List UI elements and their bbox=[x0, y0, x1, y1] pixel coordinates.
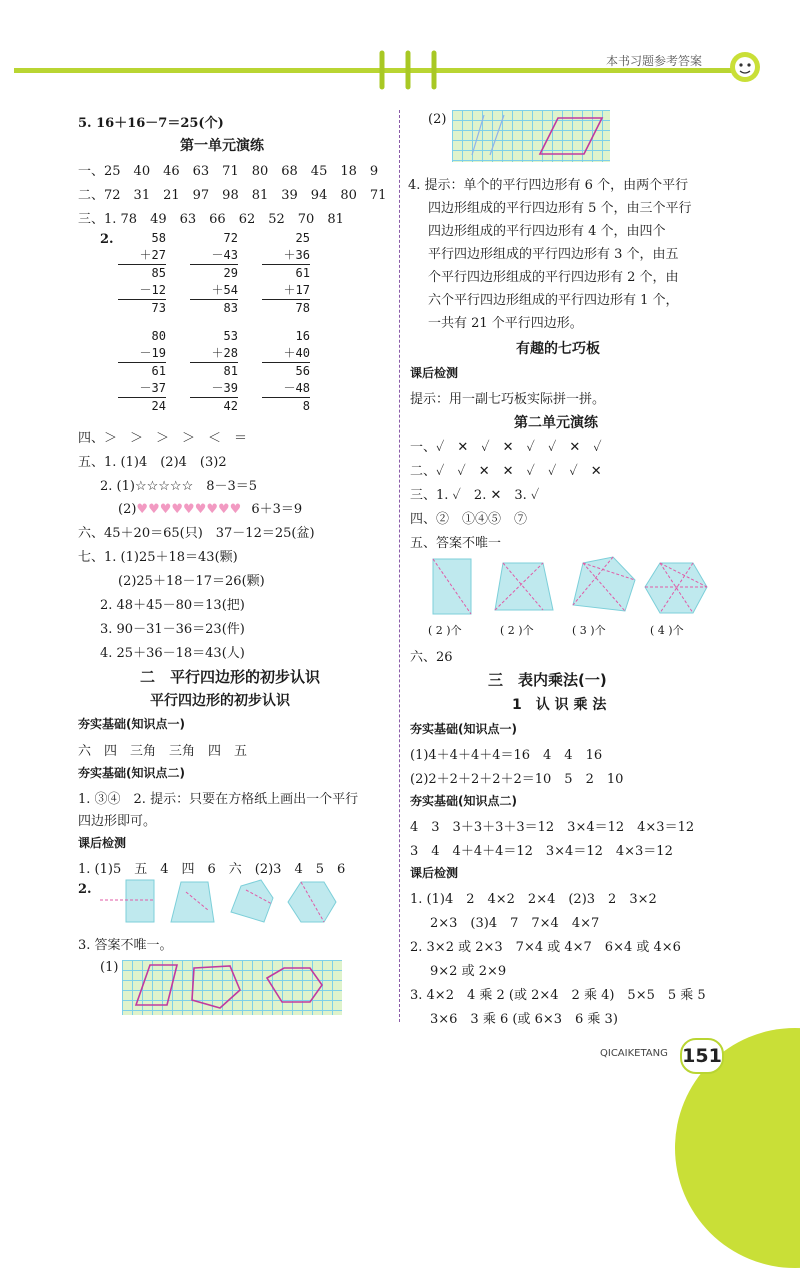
u2-shapes bbox=[425, 555, 725, 620]
unit1-title: 第一单元演练 bbox=[180, 138, 264, 154]
column-divider bbox=[399, 110, 400, 1022]
u1-part5-q1: 五、1. (1)4 (2)4 (3)2 bbox=[78, 455, 227, 470]
qiqiao-title: 有趣的七巧板 bbox=[516, 341, 600, 357]
l-kehou-q3-1: (1) bbox=[100, 960, 119, 975]
l-kehou-q2-label: 2. bbox=[78, 882, 92, 897]
calc-line: 81 bbox=[223, 364, 238, 378]
calc-line: －48 bbox=[262, 380, 310, 398]
u1-part7-q3: 3. 90－31－36＝23(件) bbox=[100, 622, 245, 637]
r-k2-b: 9×2 或 2×9 bbox=[430, 964, 507, 979]
l-hangshi1-answer: 六 四 三角 三角 四 五 bbox=[78, 744, 248, 759]
vertical-calc-2 bbox=[190, 230, 238, 317]
u1-part7-q1b: (2)25＋18－17＝26(颗) bbox=[118, 574, 265, 589]
r-q4-line3: 四边形组成的平行四边形有 4 个，由四个 bbox=[428, 224, 666, 239]
r-q4-line5: 个平行四边形组成的平行四边形有 2 个，由 bbox=[428, 270, 679, 285]
unit2-subtitle: 平行四边形的初步认识 bbox=[150, 693, 290, 709]
r-q4-line6: 六个平行四边形组成的平行四边形有 1 个， bbox=[428, 293, 679, 308]
calc-line: 61 bbox=[295, 266, 310, 280]
u1-part5-q2b bbox=[118, 498, 302, 517]
footer-brand: QICAIKETANG bbox=[600, 1048, 668, 1059]
calc-line: －19 bbox=[118, 345, 166, 363]
u1-part5-q2a: 2. (1)☆☆☆☆☆ 8－3＝5 bbox=[100, 479, 258, 494]
r-k1-b: 2×3 (3)4 7 7×4 4×7 bbox=[430, 916, 600, 931]
calc-line: －39 bbox=[190, 380, 238, 398]
r-k3-a: 3. 4×2 4 乘 2 (或 2×4 2 乘 4) 5×5 5 乘 5 bbox=[410, 988, 706, 1003]
l-kehou-q3: 3. 答案不唯一。 bbox=[78, 938, 173, 953]
l-hangshi2-answer2: 四边形即可。 bbox=[78, 814, 157, 829]
calc-line: ＋27 bbox=[118, 247, 166, 265]
calc-line: 8 bbox=[302, 399, 310, 413]
r-h1-a: (1)4＋4＋4＋4＝16 4 4 16 bbox=[410, 748, 603, 763]
l-hangshi2: 夯实基础(知识点二) bbox=[78, 766, 185, 780]
l-answer-5: 5. 16＋16－7＝25(个) bbox=[78, 116, 224, 131]
grid-drawing-1 bbox=[122, 960, 342, 1015]
qiqiao-tip: 提示：用一副七巧板实际拼一拼。 bbox=[410, 392, 606, 407]
calc-line: 83 bbox=[223, 301, 238, 315]
r-k3-b: 3×6 3 乘 6 (或 6×3 6 乘 3) bbox=[430, 1012, 618, 1027]
r-grid-label: (2) bbox=[428, 112, 447, 127]
binder-rings-icon bbox=[370, 50, 440, 90]
kehou-q2-shapes bbox=[96, 878, 356, 928]
u1-part7-q1a: 七、1. (1)25＋18＝43(颗) bbox=[78, 550, 238, 565]
u1-part2: 二、72 31 21 97 98 81 39 94 80 71 bbox=[78, 188, 387, 203]
u2-part5: 五、答案不唯一 bbox=[410, 536, 502, 551]
calc-line: ＋17 bbox=[262, 282, 310, 300]
calc-line: 56 bbox=[295, 364, 310, 378]
shape-trapezoid bbox=[171, 882, 214, 922]
calc-line: 80 bbox=[151, 329, 166, 343]
vertical-calc-4 bbox=[118, 328, 166, 415]
u1-part3-q2-label: 2. bbox=[100, 232, 114, 247]
u1-part3: 三、1. 78 49 63 66 62 52 70 81 bbox=[78, 212, 344, 227]
calc-line: 78 bbox=[295, 301, 310, 315]
shape-count-4: ( 4 )个 bbox=[650, 624, 684, 637]
shape-count-1: ( 2 )个 bbox=[428, 624, 462, 637]
calc-line: 85 bbox=[151, 266, 166, 280]
l-kehou-q1: 1. (1)5 五 4 四 6 六 (2)3 4 5 6 bbox=[78, 862, 346, 877]
vertical-calc-5 bbox=[190, 328, 238, 415]
shape-rectangle bbox=[126, 880, 154, 922]
r-hangshi2: 夯实基础(知识点二) bbox=[410, 794, 517, 808]
r-h2-b: 3 4 4＋4＋4＝12 3×4＝12 4×3＝12 bbox=[410, 844, 673, 859]
u2-part4: 四、② ①④⑤ ⑦ bbox=[410, 512, 528, 527]
calc-line: ＋40 bbox=[262, 345, 310, 363]
vertical-calc-6 bbox=[262, 328, 310, 415]
u1-part7-q2: 2. 48＋45－80＝13(把) bbox=[100, 598, 245, 613]
calc-line: 16 bbox=[295, 329, 310, 343]
l-kehou: 课后检测 bbox=[78, 836, 127, 850]
calc-line: 61 bbox=[151, 364, 166, 378]
r-kehou: 课后检测 bbox=[410, 366, 459, 380]
unit3-title: 三 表内乘法(一) bbox=[488, 671, 607, 689]
unit2-title: 二 平行四边形的初步认识 bbox=[140, 668, 321, 686]
mascot-logo-icon bbox=[728, 50, 762, 84]
unit3-subtitle: 1 认 识 乘 法 bbox=[512, 697, 607, 713]
u1-part6: 六、45＋20＝65(只) 37－12＝25(盆) bbox=[78, 526, 315, 541]
header-title: 本书习题参考答案 bbox=[606, 54, 703, 68]
calc-line: 58 bbox=[151, 231, 166, 245]
calc-line: －12 bbox=[118, 282, 166, 300]
calc-line: 72 bbox=[223, 231, 238, 245]
u1-part4: 四、＞ ＞ ＞ ＞ ＜ ＝ bbox=[78, 431, 248, 446]
l-hangshi1: 夯实基础(知识点一) bbox=[78, 717, 185, 731]
vertical-calc-1 bbox=[118, 230, 166, 317]
shape-count-3: ( 3 )个 bbox=[572, 624, 606, 637]
u1-part5-q2b-eq: 6＋3＝9 bbox=[251, 502, 303, 517]
calc-line: 53 bbox=[223, 329, 238, 343]
calc-line: 42 bbox=[223, 399, 238, 413]
heart-row-icon: ♥♥♥♥♥♥♥♥♥ bbox=[136, 502, 242, 517]
r-k1-a: 1. (1)4 2 4×2 2×4 (2)3 2 3×2 bbox=[410, 892, 657, 907]
u2-part1: 一、✓ ✕ ✓ ✕ ✓ ✓ ✕ ✓ bbox=[410, 440, 602, 455]
calc-line: 24 bbox=[151, 399, 166, 413]
u2-part6: 六、26 bbox=[410, 650, 453, 665]
calc-line: －43 bbox=[190, 247, 238, 265]
u1-part5-q2b-label: (2) bbox=[118, 502, 137, 517]
r-h2-a: 4 3 3＋3＋3＋3＝12 3×4＝12 4×3＝12 bbox=[410, 820, 695, 835]
page-number: 151 bbox=[680, 1038, 724, 1074]
u1-part7-q4: 4. 25＋36－18＝43(人) bbox=[100, 646, 245, 661]
r-q4-line7: 一共有 21 个平行四边形。 bbox=[428, 316, 583, 331]
calc-line: ＋54 bbox=[190, 282, 238, 300]
r-h1-b: (2)2＋2＋2＋2＋2＝10 5 2 10 bbox=[410, 772, 624, 787]
r-q4-line2: 四边形组成的平行四边形有 5 个，由三个平行 bbox=[428, 201, 692, 216]
grid-drawing-2 bbox=[452, 110, 610, 162]
shape-pentagon bbox=[231, 880, 273, 922]
r-kehou2: 课后检测 bbox=[410, 866, 459, 880]
u2-part2: 二、✓ ✓ ✕ ✕ ✓ ✓ ✓ ✕ bbox=[410, 464, 602, 479]
calc-line: 25 bbox=[295, 231, 310, 245]
vertical-calc-3 bbox=[262, 230, 310, 317]
u2-part3: 三、1. ✓ 2. ✕ 3. ✓ bbox=[410, 488, 540, 503]
calc-line: －37 bbox=[118, 380, 166, 398]
u1-part1: 一、25 40 46 63 71 80 68 45 18 9 bbox=[78, 164, 379, 179]
calc-line: ＋28 bbox=[190, 345, 238, 363]
r-q4-line1: 4. 提示：单个的平行四边形有 6 个，由两个平行 bbox=[408, 178, 689, 193]
r-q4-line4: 平行四边形组成的平行四边形有 3 个，由五 bbox=[428, 247, 679, 262]
r-hangshi1: 夯实基础(知识点一) bbox=[410, 722, 517, 736]
shape-count-2: ( 2 )个 bbox=[500, 624, 534, 637]
calc-line: ＋36 bbox=[262, 247, 310, 265]
l-hangshi2-answer1: 1. ③④ 2. 提示：只要在方格纸上画出一个平行 bbox=[78, 792, 359, 807]
calc-line: 29 bbox=[223, 266, 238, 280]
calc-line: 73 bbox=[151, 301, 166, 315]
r-k2-a: 2. 3×2 或 2×3 7×4 或 4×7 6×4 或 4×6 bbox=[410, 940, 681, 955]
unit2-test-title: 第二单元演练 bbox=[514, 415, 598, 431]
